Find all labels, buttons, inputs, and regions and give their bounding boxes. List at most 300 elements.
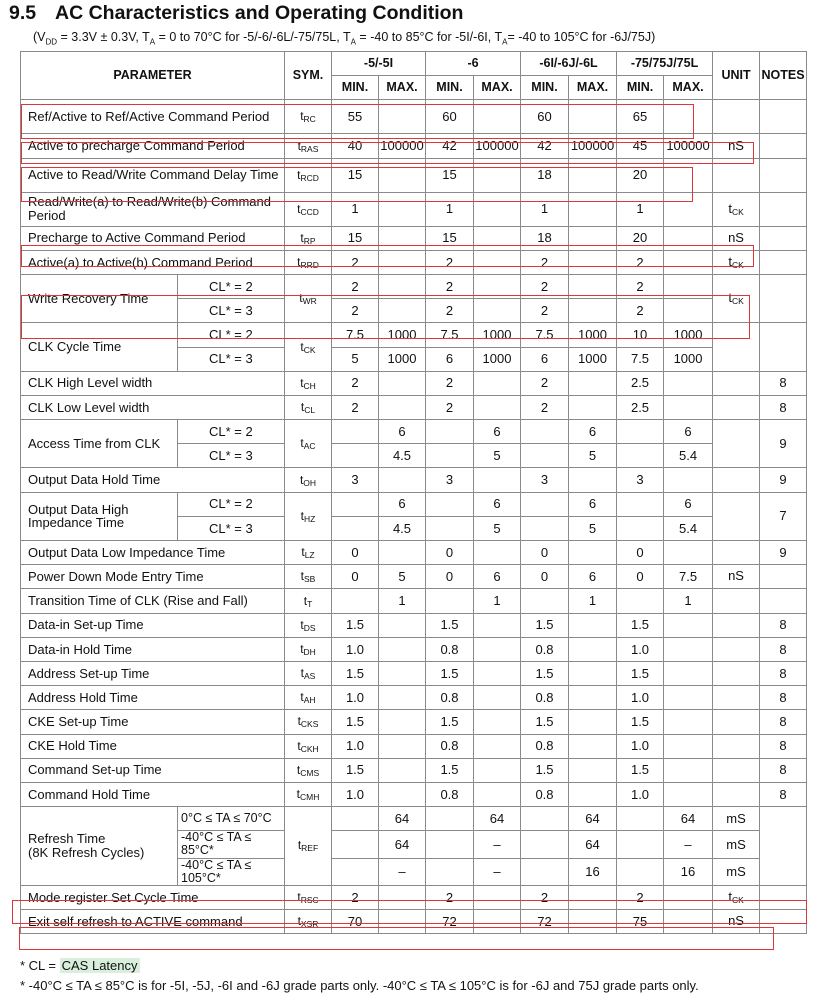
parameter-label: CKE Hold Time — [21, 734, 285, 758]
unit-cell — [713, 492, 760, 540]
min-value — [521, 444, 569, 468]
min-value — [332, 807, 379, 831]
cas-latency-condition: CL* = 3 — [178, 347, 285, 371]
col-header-unit: UNIT — [713, 52, 760, 100]
min-value — [617, 807, 664, 831]
max-value — [474, 909, 521, 933]
col-header-grade: -75/75J/75L — [617, 52, 713, 76]
max-value — [569, 613, 617, 637]
max-value — [474, 885, 521, 909]
parameter-label: Address Hold Time — [21, 686, 285, 710]
max-value — [379, 661, 426, 685]
max-value — [379, 637, 426, 661]
cas-latency-condition: CL* = 3 — [178, 299, 285, 323]
parameter-label: CLK Low Level width — [21, 395, 285, 419]
min-value — [521, 492, 569, 516]
col-header-grade: -6I/-6J/-6L — [521, 52, 617, 76]
table-row — [21, 468, 807, 492]
min-value: 1.5 — [332, 710, 379, 734]
unit-cell: mS — [713, 831, 760, 858]
table-row — [21, 565, 807, 589]
min-value: 1 — [521, 192, 569, 226]
max-value — [379, 274, 426, 298]
max-value — [569, 758, 617, 782]
min-value: 1.0 — [332, 686, 379, 710]
max-value — [569, 226, 617, 250]
min-value: 42 — [426, 134, 474, 158]
symbol-cell: $t_{LZ}$ — [285, 541, 332, 565]
min-value: 2 — [521, 299, 569, 323]
max-value — [379, 686, 426, 710]
col-header-grade: -5/-5I — [332, 52, 426, 76]
col-header-min: MIN. — [332, 76, 379, 100]
parameter-label: Write Recovery Time — [21, 274, 178, 322]
min-value: 2 — [426, 299, 474, 323]
cas-latency-condition: CL* = 2 — [178, 274, 285, 298]
temperature-condition: 0°C ≤ TA ≤ 70°C — [178, 807, 285, 831]
symbol-cell: $t_{CKS}$ — [285, 710, 332, 734]
min-value: 0.8 — [521, 734, 569, 758]
min-value: 7.5 — [332, 323, 379, 347]
min-value: 2 — [521, 395, 569, 419]
min-value: 0 — [521, 541, 569, 565]
col-header-min: MIN. — [426, 76, 474, 100]
notes-cell: 8 — [760, 661, 807, 685]
max-value — [569, 686, 617, 710]
min-value: 1.0 — [332, 782, 379, 806]
notes-cell: 7 — [760, 492, 807, 540]
max-value — [569, 299, 617, 323]
max-value — [569, 371, 617, 395]
cas-latency-condition: CL* = 2 — [178, 492, 285, 516]
max-value — [664, 299, 713, 323]
unit-cell — [713, 323, 760, 371]
min-value: 1.5 — [332, 661, 379, 685]
notes-cell — [760, 274, 807, 322]
unit-cell: $t_{CK}$ — [713, 250, 760, 274]
cas-latency-condition: CL* = 2 — [178, 420, 285, 444]
max-value — [569, 661, 617, 685]
symbol-cell: $t_{DH}$ — [285, 637, 332, 661]
min-value: 0 — [426, 541, 474, 565]
min-value: 15 — [332, 158, 379, 192]
min-value: 2 — [426, 274, 474, 298]
max-value: 100000 — [474, 134, 521, 158]
symbol-cell: $t_{RAS}$ — [285, 134, 332, 158]
max-value: 16 — [664, 858, 713, 885]
parameter-label: Output Data High Impedance Time — [21, 492, 178, 540]
max-value: 1 — [569, 589, 617, 613]
max-value — [379, 192, 426, 226]
min-value: 45 — [617, 134, 664, 158]
parameter-label: Power Down Mode Entry Time — [21, 565, 285, 589]
max-value — [664, 734, 713, 758]
max-value: 1 — [664, 589, 713, 613]
min-value: 1.0 — [617, 637, 664, 661]
symbol-cell: $t_{RP}$ — [285, 226, 332, 250]
max-value: 6 — [474, 565, 521, 589]
max-value — [569, 710, 617, 734]
min-value: 1.5 — [426, 710, 474, 734]
min-value: 1.5 — [521, 710, 569, 734]
symbol-cell: $t_{AS}$ — [285, 661, 332, 685]
col-header-max: MAX. — [474, 76, 521, 100]
min-value: 3 — [617, 468, 664, 492]
notes-cell: 8 — [760, 371, 807, 395]
max-value — [569, 158, 617, 192]
col-header-min: MIN. — [521, 76, 569, 100]
notes-cell: 9 — [760, 468, 807, 492]
max-value — [569, 909, 617, 933]
max-value: 64 — [474, 807, 521, 831]
max-value: 5 — [569, 444, 617, 468]
col-header-notes: NOTES — [760, 52, 807, 100]
max-value: 100000 — [569, 134, 617, 158]
symbol-cell: $t_{AC}$ — [285, 420, 332, 468]
max-value — [379, 613, 426, 637]
unit-cell — [713, 758, 760, 782]
footnote-cas-latency: * CL = CAS Latency — [20, 958, 138, 973]
max-value — [474, 192, 521, 226]
table-row — [21, 226, 807, 250]
min-value: 0.8 — [426, 637, 474, 661]
unit-cell — [713, 637, 760, 661]
col-header-min: MIN. — [617, 76, 664, 100]
section-title — [9, 2, 463, 25]
min-value: 3 — [426, 468, 474, 492]
notes-cell: 8 — [760, 710, 807, 734]
max-value — [664, 250, 713, 274]
min-value: 1.0 — [617, 782, 664, 806]
col-header-sym: SYM. — [285, 52, 332, 100]
notes-cell: 8 — [760, 686, 807, 710]
min-value — [426, 516, 474, 540]
max-value — [474, 613, 521, 637]
symbol-cell: $t_{CL}$ — [285, 395, 332, 419]
max-value: 6 — [664, 492, 713, 516]
min-value: 20 — [617, 158, 664, 192]
min-value: 1.5 — [521, 758, 569, 782]
max-value: 100000 — [379, 134, 426, 158]
max-value — [474, 758, 521, 782]
min-value: 72 — [521, 909, 569, 933]
table-row — [21, 395, 807, 419]
max-value — [664, 637, 713, 661]
symbol-cell: $t_{CMH}$ — [285, 782, 332, 806]
min-value — [617, 444, 664, 468]
max-value — [569, 637, 617, 661]
max-value: 1000 — [664, 347, 713, 371]
min-value: 2 — [617, 274, 664, 298]
min-value — [332, 589, 379, 613]
max-value: 6 — [379, 420, 426, 444]
min-value — [617, 858, 664, 885]
max-value — [664, 371, 713, 395]
parameter-label: Output Data Low Impedance Time — [21, 541, 285, 565]
max-value: 7.5 — [664, 565, 713, 589]
section-title-text: AC Characteristics and Operating Condition — [55, 2, 464, 24]
min-value: 5 — [332, 347, 379, 371]
parameter-label: Data-in Hold Time — [21, 637, 285, 661]
symbol-cell: $t_{CKH}$ — [285, 734, 332, 758]
min-value: 1.0 — [617, 734, 664, 758]
max-value: – — [664, 831, 713, 858]
max-value: 5.4 — [664, 516, 713, 540]
min-value — [426, 807, 474, 831]
min-value — [426, 858, 474, 885]
min-value: 2 — [426, 250, 474, 274]
table-row — [21, 100, 807, 134]
min-value: 1.0 — [332, 734, 379, 758]
min-value: 7.5 — [426, 323, 474, 347]
min-value: 2 — [521, 885, 569, 909]
min-value: 0.8 — [426, 686, 474, 710]
max-value — [569, 782, 617, 806]
min-value: 2 — [426, 885, 474, 909]
max-value: 1000 — [474, 323, 521, 347]
max-value — [474, 541, 521, 565]
min-value — [332, 831, 379, 858]
symbol-cell: $t_{WR}$ — [285, 274, 332, 322]
max-value — [379, 782, 426, 806]
table-row — [21, 734, 807, 758]
max-value: 6 — [474, 420, 521, 444]
min-value: 55 — [332, 100, 379, 134]
min-value — [521, 420, 569, 444]
min-value — [521, 858, 569, 885]
symbol-cell: $t_{REF}$ — [285, 807, 332, 886]
ac-characteristics-table — [20, 51, 807, 934]
cas-latency-condition: CL* = 3 — [178, 444, 285, 468]
min-value: 2 — [426, 395, 474, 419]
max-value — [664, 909, 713, 933]
max-value — [474, 274, 521, 298]
max-value: 1000 — [379, 323, 426, 347]
notes-cell — [760, 250, 807, 274]
max-value — [664, 158, 713, 192]
max-value — [379, 909, 426, 933]
min-value: 1.5 — [521, 661, 569, 685]
symbol-cell: $t_T$ — [285, 589, 332, 613]
cas-latency-condition: CL* = 3 — [178, 516, 285, 540]
symbol-cell: $t_{DS}$ — [285, 613, 332, 637]
min-value: 6 — [426, 347, 474, 371]
max-value — [474, 371, 521, 395]
parameter-label: Output Data Hold Time — [21, 468, 285, 492]
notes-cell — [760, 158, 807, 192]
min-value: 0.8 — [521, 686, 569, 710]
max-value — [474, 468, 521, 492]
table-row — [21, 192, 807, 226]
min-value: 18 — [521, 158, 569, 192]
max-value — [379, 299, 426, 323]
max-value: 6 — [569, 492, 617, 516]
unit-cell — [713, 734, 760, 758]
unit-cell — [713, 589, 760, 613]
notes-cell — [760, 226, 807, 250]
min-value: 1.5 — [617, 613, 664, 637]
max-value: 1000 — [474, 347, 521, 371]
parameter-label: Ref/Active to Ref/Active Command Period — [21, 100, 285, 134]
max-value — [569, 274, 617, 298]
min-value: 1.5 — [617, 758, 664, 782]
table-row — [21, 274, 807, 298]
min-value: 1.0 — [332, 637, 379, 661]
parameter-label: CKE Set-up Time — [21, 710, 285, 734]
min-value — [617, 420, 664, 444]
notes-cell — [760, 323, 807, 371]
notes-cell — [760, 134, 807, 158]
min-value: 70 — [332, 909, 379, 933]
table-row — [21, 492, 807, 516]
max-value — [474, 158, 521, 192]
max-value: 1000 — [569, 323, 617, 347]
max-value — [474, 395, 521, 419]
table-row — [21, 134, 807, 158]
symbol-cell: $t_{SB}$ — [285, 565, 332, 589]
parameter-label: Active to Read/Write Command Delay Time — [21, 158, 285, 192]
operating-conditions: ($V_{DD} = 3.3V \pm 0.3V$, $T_A = 0$ to 70°C for -5/-6/-6L/-75/75L, $T_A = -40$ to 85°C for -5I/-6I, $T_A= -40$ to 105°C for -6J/75J) — [33, 30, 656, 47]
notes-cell — [760, 192, 807, 226]
symbol-cell: $t_{CK}$ — [285, 323, 332, 371]
max-value — [379, 250, 426, 274]
max-value — [664, 710, 713, 734]
min-value — [426, 492, 474, 516]
table-row — [21, 250, 807, 274]
max-value: 64 — [569, 807, 617, 831]
max-value — [664, 758, 713, 782]
min-value: 2.5 — [617, 395, 664, 419]
max-value — [474, 299, 521, 323]
min-value: 1.0 — [617, 686, 664, 710]
table-row — [21, 371, 807, 395]
min-value: 0.8 — [426, 734, 474, 758]
min-value: 15 — [426, 226, 474, 250]
notes-cell: 8 — [760, 613, 807, 637]
section-number: 9.5 — [9, 2, 37, 24]
max-value: 6 — [379, 492, 426, 516]
notes-cell — [760, 565, 807, 589]
table-row — [21, 710, 807, 734]
unit-cell — [713, 468, 760, 492]
unit-cell — [713, 782, 760, 806]
min-value: 1.5 — [426, 758, 474, 782]
notes-cell: 9 — [760, 541, 807, 565]
max-value: 64 — [379, 807, 426, 831]
max-value: 1000 — [569, 347, 617, 371]
table-row — [21, 589, 807, 613]
min-value — [617, 516, 664, 540]
max-value: 64 — [379, 831, 426, 858]
min-value: 1.5 — [617, 661, 664, 685]
col-header-grade: -6 — [426, 52, 521, 76]
unit-cell — [713, 613, 760, 637]
max-value — [569, 541, 617, 565]
unit-cell — [713, 420, 760, 468]
min-value: 42 — [521, 134, 569, 158]
max-value — [569, 100, 617, 134]
min-value: 2 — [521, 274, 569, 298]
min-value: 0 — [521, 565, 569, 589]
max-value — [379, 371, 426, 395]
symbol-cell: $t_{OH}$ — [285, 468, 332, 492]
symbol-cell: $t_{CH}$ — [285, 371, 332, 395]
parameter-label: Precharge to Active Command Period — [21, 226, 285, 250]
table-row — [21, 420, 807, 444]
notes-cell — [760, 589, 807, 613]
unit-cell — [713, 541, 760, 565]
min-value: 2 — [617, 250, 664, 274]
min-value: 65 — [617, 100, 664, 134]
max-value — [664, 468, 713, 492]
max-value — [474, 686, 521, 710]
min-value: 3 — [521, 468, 569, 492]
min-value: 0.8 — [521, 637, 569, 661]
max-value — [664, 226, 713, 250]
min-value — [332, 516, 379, 540]
symbol-cell: $t_{RCD}$ — [285, 158, 332, 192]
max-value — [664, 782, 713, 806]
symbol-cell: $t_{XSR}$ — [285, 909, 332, 933]
max-value — [664, 100, 713, 134]
table-row — [21, 807, 807, 831]
symbol-cell: $t_{RRD}$ — [285, 250, 332, 274]
min-value: 2.5 — [617, 371, 664, 395]
max-value — [474, 734, 521, 758]
symbol-cell: $t_{RC}$ — [285, 100, 332, 134]
min-value: 1 — [617, 192, 664, 226]
max-value — [379, 710, 426, 734]
max-value — [474, 710, 521, 734]
table-row — [21, 158, 807, 192]
max-value — [474, 782, 521, 806]
max-value — [569, 250, 617, 274]
min-value: 18 — [521, 226, 569, 250]
max-value — [569, 192, 617, 226]
temperature-condition: -40°C ≤ TA ≤ 85°C* — [178, 831, 285, 858]
parameter-label: Access Time from CLK — [21, 420, 178, 468]
max-value — [379, 395, 426, 419]
min-value — [521, 589, 569, 613]
min-value: 15 — [426, 158, 474, 192]
table-row — [21, 885, 807, 909]
parameter-label: Command Set-up Time — [21, 758, 285, 782]
unit-cell: $t_{CK}$ — [713, 885, 760, 909]
min-value: 7.5 — [521, 323, 569, 347]
max-value: 1000 — [379, 347, 426, 371]
col-header-max: MAX. — [664, 76, 713, 100]
table-row — [21, 661, 807, 685]
max-value — [664, 885, 713, 909]
min-value — [617, 589, 664, 613]
unit-cell — [713, 661, 760, 685]
notes-cell: 8 — [760, 637, 807, 661]
max-value: 4.5 — [379, 516, 426, 540]
min-value: 0 — [332, 541, 379, 565]
table-row — [21, 909, 807, 933]
unit-cell: nS — [713, 909, 760, 933]
unit-cell: mS — [713, 858, 760, 885]
max-value: 64 — [569, 831, 617, 858]
min-value: 2 — [521, 250, 569, 274]
parameter-label: Active to precharge Command Period — [21, 134, 285, 158]
min-value: 72 — [426, 909, 474, 933]
min-value: 40 — [332, 134, 379, 158]
min-value: 60 — [426, 100, 474, 134]
max-value: 4.5 — [379, 444, 426, 468]
max-value — [379, 541, 426, 565]
unit-cell — [713, 158, 760, 192]
